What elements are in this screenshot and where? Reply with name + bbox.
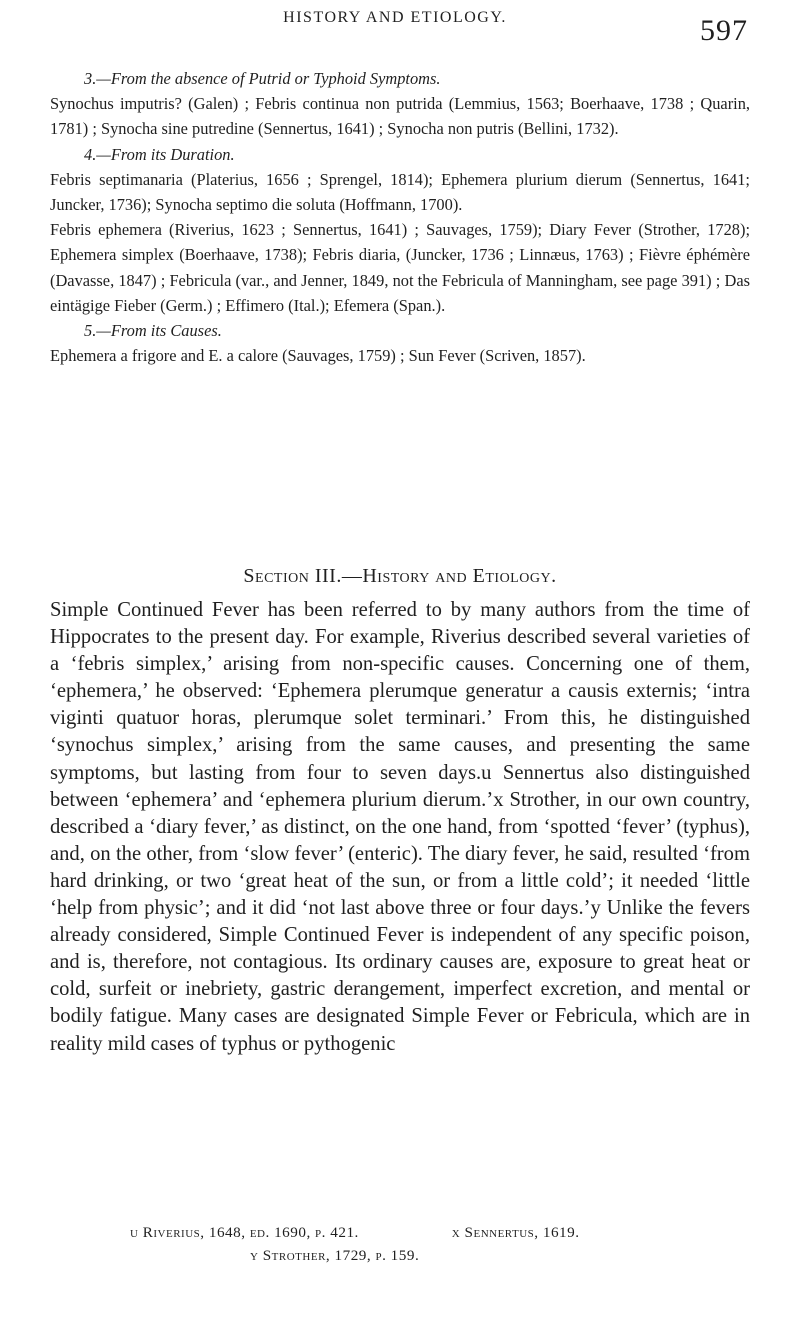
footnote-u: u Riverius, 1648, ed. 1690, p. 421.: [130, 1224, 359, 1241]
footnote-x: x Sennertus, 1619.: [451, 1224, 580, 1241]
running-title: HISTORY AND ETIOLOGY.: [283, 9, 507, 26]
footnote-row-2: [130, 1244, 770, 1267]
section-heading: Section III.—History and Etiology.: [243, 565, 557, 587]
entry-duration-1: Febris septimanaria (Platerius, 1656 ; Sprengel, 1814); Ephemera plurium dierum (Sennertus, 1641; Juncker, 1736); Synocha septimo die soluta (Hoffmann, 1700).: [50, 169, 750, 215]
entry-duration-2: Febris ephemera (Riverius, 1623 ; Sennertus, 1641) ; Sauvages, 1759); Diary Fever (Strother, 1728); Ephemera simplex (Boerhaave, 1738); Febris diaria, (Juncker, 1736 ; Linnæus, 1763) ; Fièvre éphémère (Davasse, 1847) ; Febricula (var., and Jenner, 1849, not the Febricula of Manningham, see page 391) ; Das eintägige Fieber (Germ.) ; Effimero (Ital.); Efemera (Span.).: [50, 220, 750, 315]
subheading-duration: 4.—From its Duration.: [84, 144, 235, 164]
classification-list: [50, 66, 750, 368]
running-head: [0, 8, 800, 47]
footnote-y: y Strother, 1729, p. 159.: [250, 1247, 420, 1264]
body-paragraph: Simple Continued Fever has been referred to by many authors from the time of Hippocrates to the present day. For example, Riverius described several varieties of a ‘febris simplex,’ arising from non-specific causes. Concerning one of them, ‘ephemera,’ he observed: ‘Ephemera plerumque generatur a causis externis; ‘intra viginti quatuor horas, plerumque solet terminari.’ From this, he distinguished ‘synochus simplex,’ arising from the same causes, and presenting the same symptoms, but lasting from four to seven days.u Sennertus also distinguished between ‘ephemera’ and ‘ephemera plurium dierum.’x Strother, in our own country, described a ‘diary fever,’ as distinct, on the one hand, from ‘spotted ‘fever’ (typhus), and, on the other, from ‘slow fever’ (enteric). The diary fever, he said, resulted ‘from hard drinking, or two ‘great heat of the sun, or from a little cold’; it needed ‘little ‘help from physic’; and it did ‘not last above three or four days.’y Unlike the fevers already considered, Simple Continued Fever is independent of any specific poison, and is, therefore, not contagious. Its ordinary causes are, exposure to great heat or cold, surfeit or inebriety, gastric derangement, imperfect excretion, and mental or bodily fatigue. Many cases are designated Simple Fever or Febricula, which are in reality mild cases of typhus or pythogenic: [50, 599, 750, 1055]
entry-causes: Ephemera a frigore and E. a calore (Sauvages, 1759) ; Sun Fever (Scriven, 1857).: [50, 346, 586, 366]
footnotes: [130, 1221, 770, 1267]
page-number: 597: [700, 14, 748, 47]
entry-absence: Synochus imputris? (Galen) ; Febris continua non putrida (Lemmius, 1563; Boerhaave, 1738 ; Quarin, 1781) ; Synocha sine putredine (Sennertus, 1641) ; Synocha non putris (Bellini, 1732).: [50, 94, 750, 139]
footnote-row-1: [130, 1221, 770, 1244]
subheading-causes: 5.—From its Causes.: [84, 321, 222, 341]
subheading-absence: 3.—From the absence of Putrid or Typhoid Symptoms.: [84, 69, 441, 88]
body-text: [50, 597, 750, 1058]
